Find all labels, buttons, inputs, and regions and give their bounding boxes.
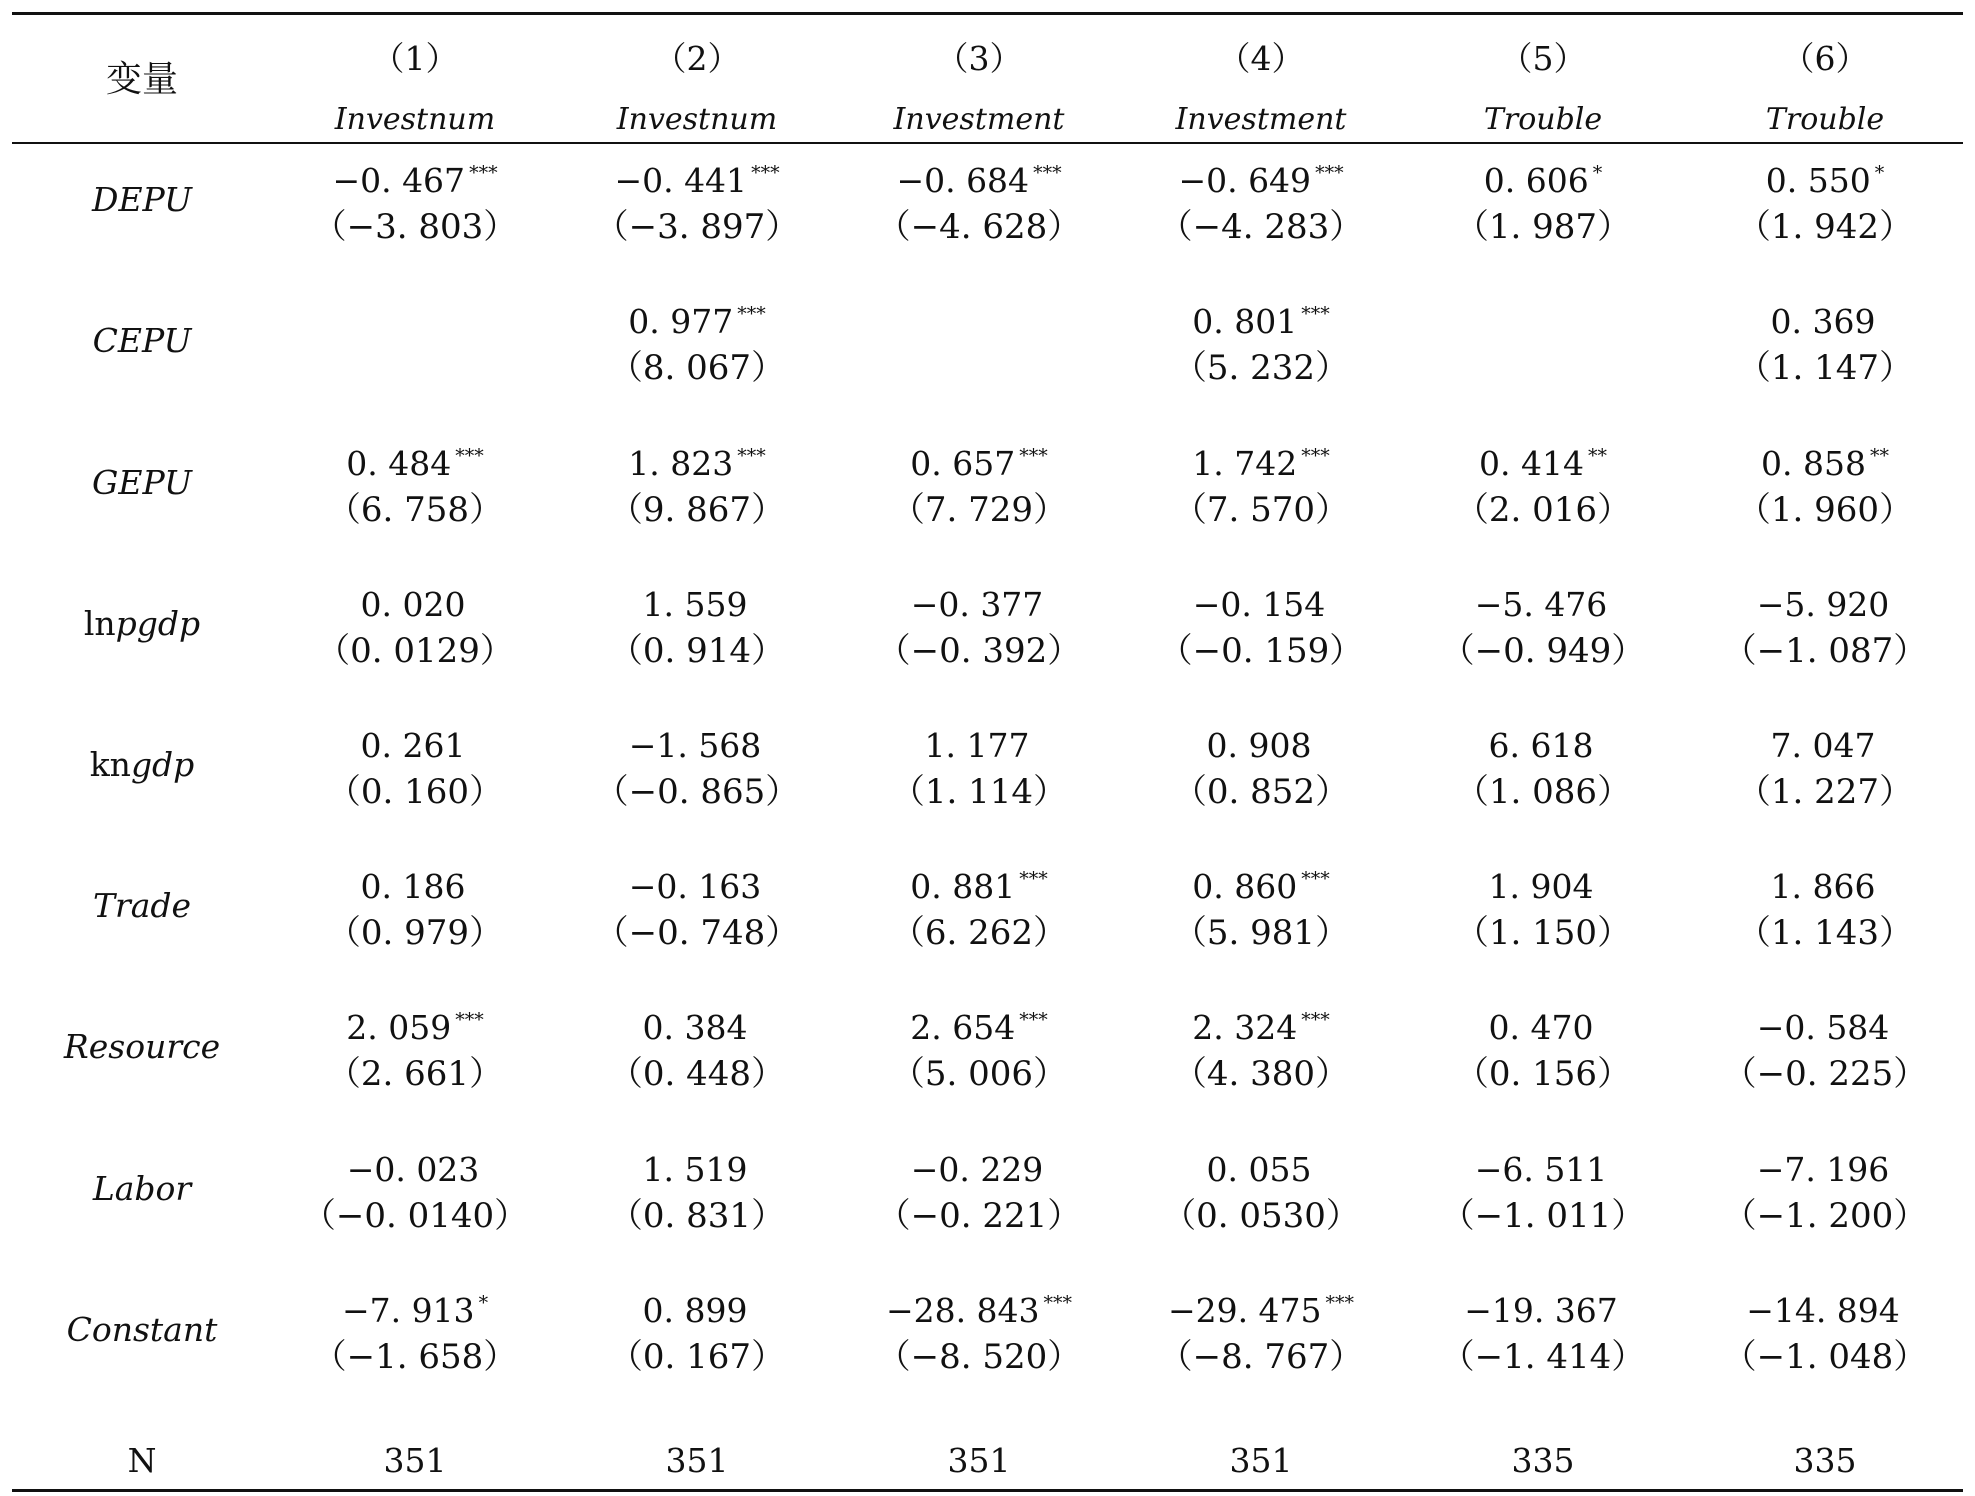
coefficient-value: 0. 470 (1488, 1008, 1594, 1047)
t-statistic: （1. 227） (1736, 772, 1914, 812)
t-statistic: （6. 262） (890, 913, 1068, 953)
coefficient-value: 1. 519 (642, 1150, 748, 1189)
coefficient-value: 1. 177 (924, 726, 1030, 765)
coefficient-value: 0. 414 (1479, 444, 1584, 483)
t-statistic: （−0. 392） (876, 631, 1082, 671)
variable-name: GEPU (92, 463, 192, 502)
t-statistic: （6. 758） (326, 490, 504, 530)
n-value: 351 (383, 1441, 447, 1480)
coefficient-value: −0. 377 (910, 585, 1044, 624)
significance-stars: *** (751, 162, 780, 184)
coefficient (1121, 436, 1401, 484)
variable-name: Labor (92, 1169, 192, 1208)
coefficient (1403, 577, 1683, 625)
n-value: 351 (947, 1441, 1011, 1480)
coefficient-value: −5. 476 (1474, 585, 1608, 624)
t-statistic: （−3. 897） (594, 207, 800, 247)
column-dependent-var: Investment (893, 102, 1065, 137)
coefficient-value: 0. 186 (360, 867, 466, 906)
significance-stars: *** (1301, 1009, 1330, 1031)
variable-label (12, 1169, 272, 1209)
t-statistic: （0. 831） (608, 1196, 786, 1236)
coefficient (1685, 1000, 1965, 1048)
coefficient (557, 1000, 837, 1048)
coefficient-value: 1. 866 (1770, 867, 1876, 906)
coefficient-value: −0. 023 (346, 1150, 480, 1189)
bottom-rule (12, 1489, 1963, 1492)
column-dependent-var: Investnum (334, 102, 496, 137)
variable-label (12, 604, 272, 644)
coefficient-value: 2. 059 (346, 1008, 452, 1047)
variable-label (12, 180, 272, 220)
variable-label (12, 745, 272, 785)
significance-stars: *** (1301, 868, 1330, 890)
t-statistic: （4. 380） (1172, 1054, 1350, 1094)
n-value: 351 (665, 1441, 729, 1480)
variable-name: gdp (130, 745, 195, 784)
t-statistic: （−1. 048） (1722, 1337, 1928, 1377)
column-number: （1） (371, 39, 459, 78)
n-label: N (127, 1441, 157, 1480)
t-statistic: （0. 979） (326, 913, 504, 953)
coefficient-value: −6. 511 (1474, 1150, 1608, 1189)
t-statistic: （0. 852） (1172, 772, 1350, 812)
coefficient (1121, 718, 1401, 766)
t-statistic: （−0. 865） (594, 772, 800, 812)
significance-stars: *** (1019, 1009, 1048, 1031)
column-number: （3） (935, 39, 1023, 78)
coefficient (1121, 859, 1401, 907)
coefficient (1685, 718, 1965, 766)
significance-stars: *** (1043, 1292, 1073, 1314)
n-value: 351 (1229, 1441, 1293, 1480)
coefficient (1121, 153, 1401, 201)
t-statistic: （−3. 803） (312, 207, 518, 247)
t-statistic: （7. 570） (1172, 490, 1350, 530)
t-statistic: （5. 232） (1172, 348, 1350, 388)
coefficient (1403, 153, 1683, 201)
variable-label (12, 463, 272, 503)
coefficient-value: 2. 654 (910, 1008, 1016, 1047)
coefficient-value: −7. 913 (341, 1291, 475, 1330)
t-statistic: （−8. 767） (1158, 1337, 1364, 1377)
t-statistic: （1. 147） (1736, 348, 1914, 388)
significance-stars: *** (1019, 445, 1048, 467)
column-number: （2） (653, 39, 741, 78)
coefficient-value: 0. 606 (1483, 161, 1589, 200)
coefficient (839, 577, 1119, 625)
t-statistic: （9. 867） (608, 490, 786, 530)
coefficient (557, 577, 837, 625)
coefficient (557, 859, 837, 907)
top-rule (12, 12, 1963, 15)
n-value: 335 (1511, 1441, 1575, 1480)
coefficient-value: 0. 055 (1206, 1150, 1312, 1189)
coefficient-value: 0. 860 (1192, 867, 1298, 906)
variable-label (12, 886, 272, 926)
coefficient-value: 1. 559 (642, 585, 748, 624)
t-statistic: （1. 143） (1736, 913, 1914, 953)
coefficient (275, 718, 555, 766)
coefficient (839, 1142, 1119, 1190)
t-statistic: （1. 114） (890, 772, 1068, 812)
coefficient (1121, 1142, 1401, 1190)
significance-stars: * (478, 1292, 489, 1314)
t-statistic: （0. 448） (608, 1054, 786, 1094)
coefficient (1403, 294, 1683, 342)
coefficient (1403, 718, 1683, 766)
t-statistic: （1. 942） (1736, 207, 1914, 247)
column-dependent-var: Investnum (616, 102, 778, 137)
significance-stars: *** (1301, 445, 1330, 467)
t-statistic: （−1. 658） (312, 1337, 518, 1377)
header-rule (12, 142, 1963, 144)
variable-name: Resource (63, 1027, 221, 1066)
column-dependent-var: Trouble (1483, 102, 1603, 137)
coefficient-value: 2. 324 (1192, 1008, 1298, 1047)
coefficient (1685, 294, 1965, 342)
t-statistic: （0. 160） (326, 772, 504, 812)
t-statistic: （1. 086） (1454, 772, 1632, 812)
coefficient-value: −0. 584 (1756, 1008, 1890, 1047)
coefficient-value: 7. 047 (1770, 726, 1876, 765)
column-number: （5） (1499, 39, 1587, 78)
coefficient-value: −0. 649 (1178, 161, 1312, 200)
t-statistic: （−1. 200） (1722, 1196, 1928, 1236)
coefficient-value: −14. 894 (1746, 1291, 1900, 1330)
coefficient (839, 1283, 1119, 1331)
coefficient-value: 0. 484 (346, 444, 452, 483)
t-statistic: （1. 150） (1454, 913, 1632, 953)
variable-prefix: kn (89, 745, 131, 784)
t-statistic: （0. 0530） (1162, 1196, 1360, 1236)
t-statistic: （−8. 520） (876, 1337, 1082, 1377)
significance-stars: *** (737, 303, 766, 325)
coefficient (275, 1283, 555, 1331)
coefficient (557, 1283, 837, 1331)
coefficient (1685, 153, 1965, 201)
coefficient-value: −28. 843 (885, 1291, 1040, 1330)
column-number: （6） (1781, 39, 1869, 78)
coefficient (275, 1000, 555, 1048)
coefficient-value: 1. 823 (628, 444, 734, 483)
coefficient-value: −0. 163 (628, 867, 762, 906)
t-statistic: （0. 167） (608, 1337, 786, 1377)
coefficient-value: −19. 367 (1464, 1291, 1618, 1330)
coefficient-value: 0. 550 (1765, 161, 1871, 200)
coefficient (1685, 1283, 1965, 1331)
t-statistic: （0. 0129） (316, 631, 514, 671)
t-statistic: （5. 981） (1172, 913, 1350, 953)
variable-label (12, 1027, 272, 1067)
coefficient-value: 0. 977 (628, 302, 734, 341)
coefficient-value: −7. 196 (1756, 1150, 1890, 1189)
t-statistic: （5. 006） (890, 1054, 1068, 1094)
coefficient-value: −5. 920 (1756, 585, 1890, 624)
coefficient (275, 436, 555, 484)
t-statistic: （−0. 221） (876, 1196, 1082, 1236)
t-statistic: （−4. 283） (1158, 207, 1364, 247)
t-statistic: （2. 016） (1454, 490, 1632, 530)
coefficient (1685, 1142, 1965, 1190)
significance-stars: *** (1315, 162, 1344, 184)
coefficient (839, 1000, 1119, 1048)
variable-name: Trade (92, 886, 192, 925)
coefficient (557, 1142, 837, 1190)
coefficient (1403, 436, 1683, 484)
coefficient-value: 0. 881 (910, 867, 1016, 906)
t-statistic: （−0. 949） (1440, 631, 1646, 671)
coefficient (557, 436, 837, 484)
significance-stars: *** (469, 162, 498, 184)
coefficient-value: 6. 618 (1488, 726, 1594, 765)
coefficient (1121, 577, 1401, 625)
coefficient-value: −0. 229 (910, 1150, 1044, 1189)
t-statistic: （1. 987） (1454, 207, 1632, 247)
variable-name: CEPU (92, 321, 192, 360)
significance-stars: ** (1587, 445, 1607, 467)
significance-stars: *** (455, 1009, 484, 1031)
coefficient (839, 153, 1119, 201)
coefficient (1685, 859, 1965, 907)
coefficient (557, 153, 837, 201)
coefficient (275, 153, 555, 201)
variable-name: pgdp (115, 604, 201, 643)
variable-prefix: ln (83, 604, 116, 643)
coefficient (557, 718, 837, 766)
t-statistic: （−1. 414） (1440, 1337, 1646, 1377)
coefficient (839, 436, 1119, 484)
coefficient (1121, 294, 1401, 342)
significance-stars: * (1874, 162, 1885, 184)
coefficient-value: 0. 908 (1206, 726, 1312, 765)
t-statistic: （−1. 087） (1722, 631, 1928, 671)
coefficient-value: 0. 369 (1770, 302, 1876, 341)
coefficient-value: −1. 568 (628, 726, 762, 765)
coefficient-value: −0. 467 (332, 161, 466, 200)
coefficient (1685, 436, 1965, 484)
coefficient (1403, 1142, 1683, 1190)
coefficient (1121, 1000, 1401, 1048)
significance-stars: *** (737, 445, 766, 467)
coefficient-value: −0. 154 (1192, 585, 1326, 624)
significance-stars: ** (1869, 445, 1889, 467)
coefficient (275, 294, 555, 342)
coefficient (557, 294, 837, 342)
t-statistic: （−1. 011） (1440, 1196, 1646, 1236)
t-statistic: （0. 156） (1454, 1054, 1632, 1094)
column-dependent-var: Investment (1175, 102, 1347, 137)
significance-stars: *** (1301, 303, 1330, 325)
coefficient-value: −0. 684 (896, 161, 1030, 200)
coefficient (1403, 1283, 1683, 1331)
coefficient-value: −0. 441 (614, 161, 748, 200)
coefficient-value: 0. 020 (360, 585, 466, 624)
coefficient-value: 1. 904 (1488, 867, 1594, 906)
coefficient-value: 0. 657 (910, 444, 1016, 483)
column-number: （4） (1217, 39, 1305, 78)
coefficient (1403, 859, 1683, 907)
coefficient-value: 1. 742 (1192, 444, 1298, 483)
variable-label (12, 321, 272, 361)
coefficient-value: 0. 384 (642, 1008, 748, 1047)
t-statistic: （7. 729） (890, 490, 1068, 530)
coefficient-value: −29. 475 (1167, 1291, 1322, 1330)
variable-name: DEPU (92, 180, 192, 219)
n-value: 335 (1793, 1441, 1857, 1480)
column-dependent-var: Trouble (1765, 102, 1885, 137)
t-statistic: （2. 661） (326, 1054, 504, 1094)
coefficient-value: 0. 261 (360, 726, 466, 765)
t-statistic: （0. 914） (608, 631, 786, 671)
significance-stars: *** (1019, 868, 1048, 890)
t-statistic: （8. 067） (608, 348, 786, 388)
coefficient-value: 0. 858 (1761, 444, 1866, 483)
coefficient (1121, 1283, 1401, 1331)
coefficient-value: 0. 801 (1192, 302, 1298, 341)
t-statistic: （−4. 628） (876, 207, 1082, 247)
t-statistic: （−0. 159） (1158, 631, 1364, 671)
coefficient (839, 718, 1119, 766)
t-statistic: （−0. 225） (1722, 1054, 1928, 1094)
significance-stars: *** (1033, 162, 1062, 184)
t-statistic: （1. 960） (1736, 490, 1914, 530)
coefficient (1403, 1000, 1683, 1048)
coefficient (275, 577, 555, 625)
variable-name: Constant (66, 1310, 218, 1349)
significance-stars: *** (455, 445, 484, 467)
coefficient (1685, 577, 1965, 625)
coefficient (275, 859, 555, 907)
coefficient (839, 294, 1119, 342)
significance-stars: *** (1325, 1292, 1355, 1314)
stub-header: 变量 (105, 59, 178, 100)
t-statistic: （−0. 0140） (301, 1196, 529, 1236)
coefficient (839, 859, 1119, 907)
coefficient-value: 0. 899 (642, 1291, 748, 1330)
variable-label (12, 1310, 272, 1350)
t-statistic: （−0. 748） (594, 913, 800, 953)
significance-stars: * (1592, 162, 1603, 184)
coefficient (275, 1142, 555, 1190)
